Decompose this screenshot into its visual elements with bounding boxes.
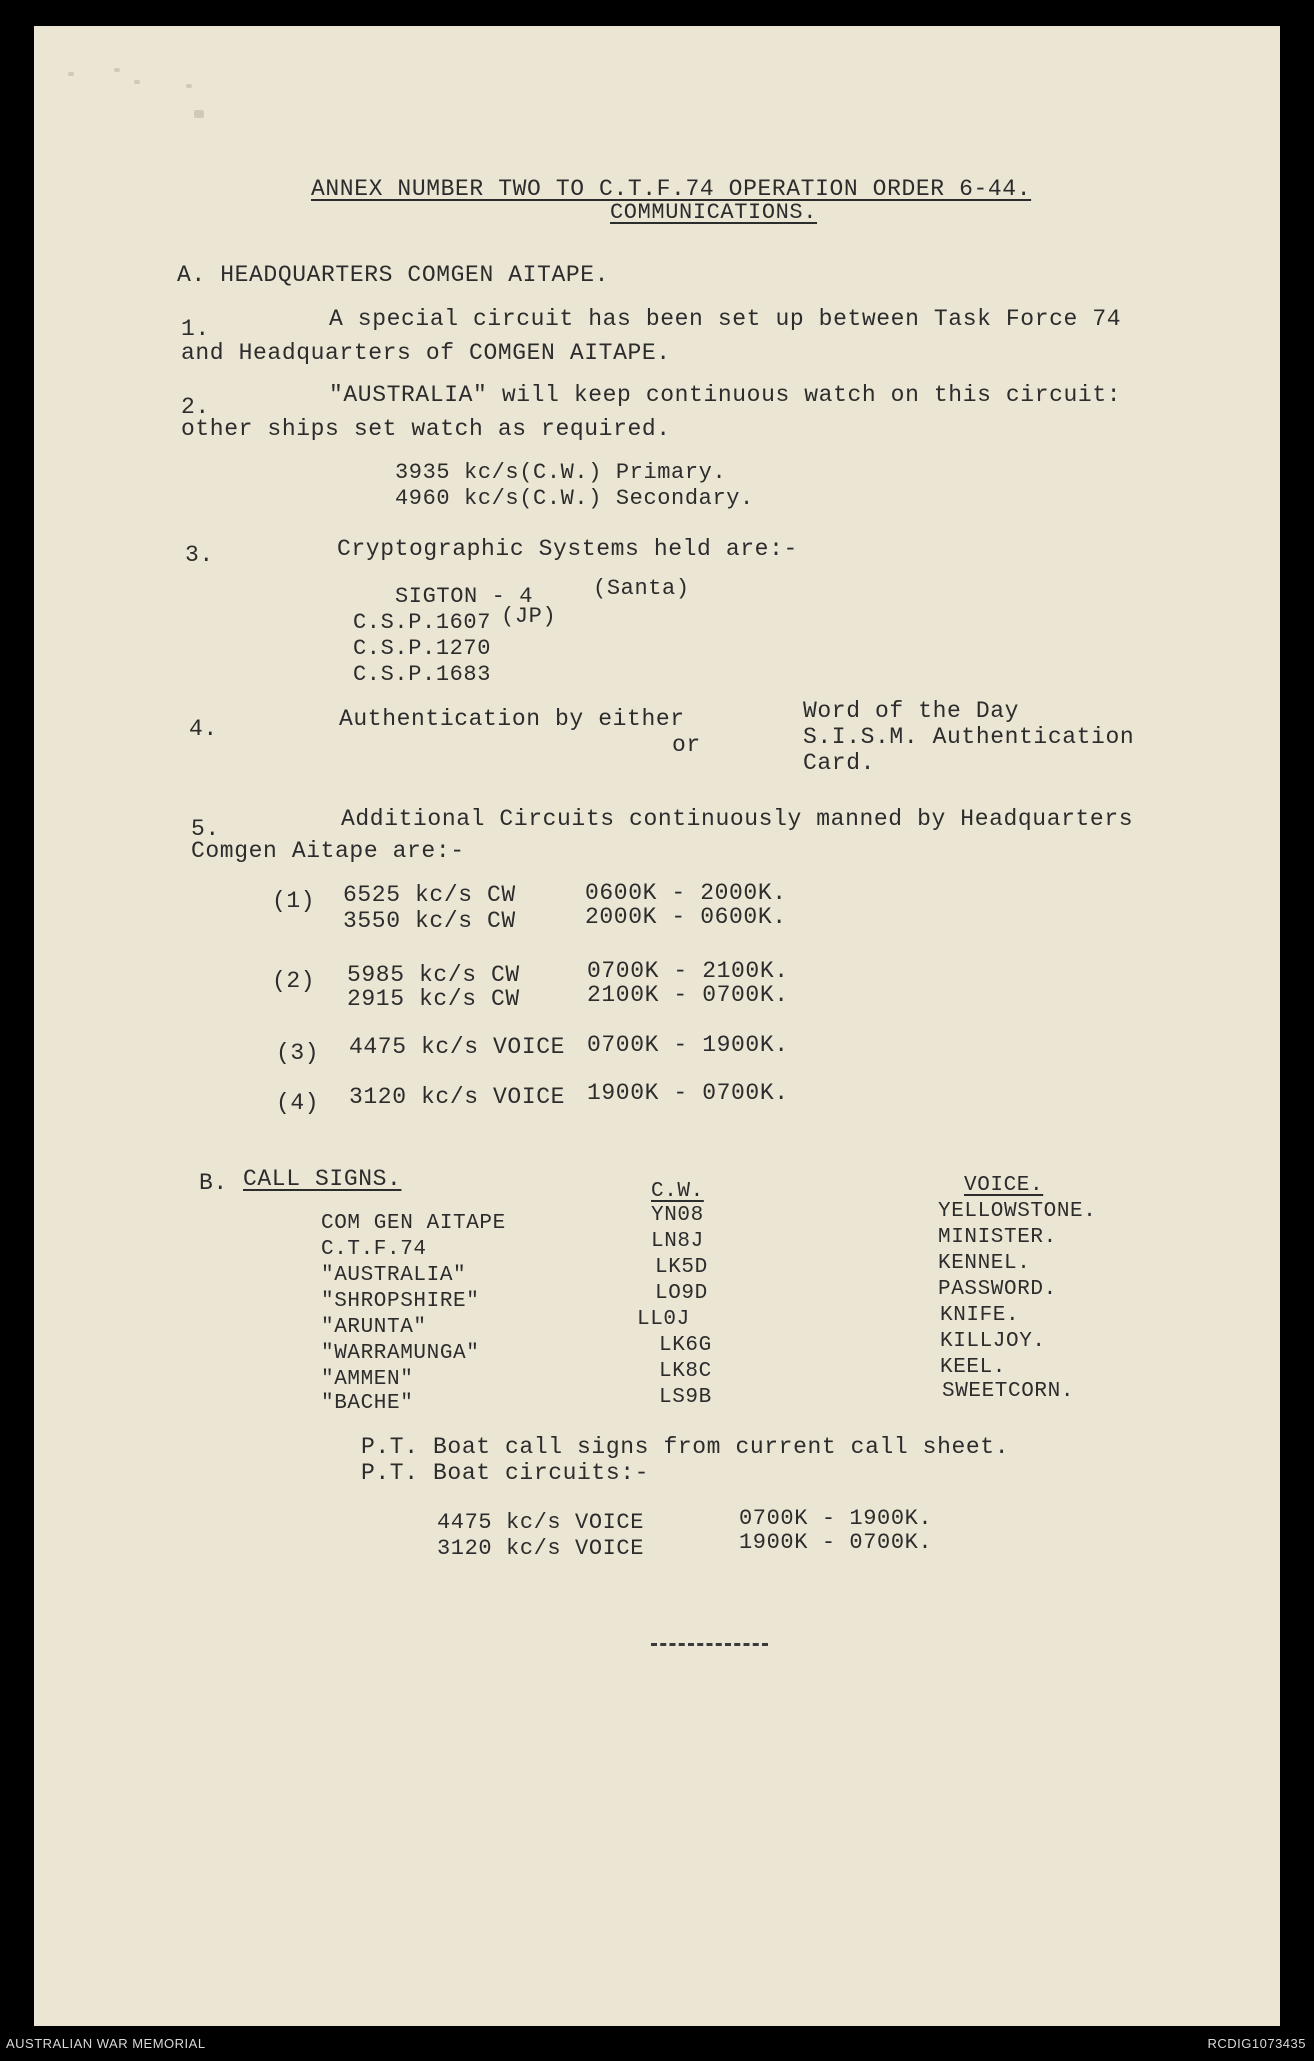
- call-sign-cw: LS9B: [659, 1386, 712, 1409]
- para5-line1: Additional Circuits continuously manned by Headquarters: [341, 806, 1134, 832]
- call-sign-cw: LK5D: [655, 1256, 708, 1279]
- para3-text: Cryptographic Systems held are:-: [337, 536, 798, 562]
- crypto-note: (JP): [501, 604, 557, 629]
- pt-circuit-time: 1900K - 0700K.: [739, 1530, 933, 1555]
- crypto-system-4: C.S.P.1683: [353, 662, 492, 687]
- call-sign-cw: LL0J: [637, 1308, 690, 1331]
- call-sign-voice: KNIFE.: [940, 1304, 1020, 1327]
- circuit-frequency: 5985 kc/s CW: [347, 962, 520, 988]
- circuit-frequency: 2915 kc/s CW: [347, 986, 520, 1012]
- para2-number: 2.: [181, 394, 210, 420]
- para5-number: 5.: [191, 816, 220, 842]
- crypto-note: (Santa): [593, 576, 690, 601]
- para3-number: 3.: [185, 542, 214, 568]
- call-sign-cw: LK8C: [659, 1360, 712, 1383]
- call-sign-name: "AUSTRALIA": [321, 1264, 467, 1287]
- call-sign-name: COM GEN AITAPE: [321, 1212, 506, 1235]
- auth-option-sism-line1: S.I.S.M. Authentication: [803, 724, 1135, 750]
- secondary-frequency: 4960 kc/s(C.W.) Secondary.: [395, 486, 754, 511]
- crypto-system-2: [353, 604, 557, 635]
- document-subtitle: COMMUNICATIONS.: [610, 200, 818, 225]
- para4-text: Authentication by either: [339, 706, 685, 732]
- pt-circuit-frequency: 4475 kc/s VOICE: [437, 1510, 645, 1535]
- call-sign-name: C.T.F.74: [321, 1238, 427, 1261]
- footer-record-id: RCDIG1073435: [1207, 2036, 1306, 2051]
- call-sign-name: "ARUNTA": [321, 1316, 427, 1339]
- pt-boat-call-signs: P.T. Boat call signs from current call sheet.: [361, 1434, 1010, 1460]
- section-b-label: B.: [199, 1170, 228, 1196]
- pt-circuit-frequency: 3120 kc/s VOICE: [437, 1536, 645, 1561]
- circuit-time: 2100K - 0700K.: [587, 982, 789, 1008]
- crypto-label: C.S.P.1607: [353, 610, 492, 635]
- para2-line1: "AUSTRALIA" will keep continuous watch on this circuit:: [329, 382, 1122, 408]
- primary-frequency: 3935 kc/s(C.W.) Primary.: [395, 460, 727, 485]
- call-sign-voice: MINISTER.: [938, 1226, 1057, 1249]
- para4-or: or: [672, 732, 701, 758]
- call-sign-name: "SHROPSHIRE": [321, 1290, 480, 1313]
- voice-column-header: VOICE.: [964, 1174, 1044, 1197]
- circuit-frequency: 3120 kc/s VOICE: [349, 1084, 566, 1110]
- crypto-system-3: C.S.P.1270: [353, 636, 492, 661]
- para2-line2: other ships set watch as required.: [181, 416, 671, 442]
- call-sign-cw: LO9D: [655, 1282, 708, 1305]
- section-a-heading: [177, 262, 609, 288]
- para1-line2: and Headquarters of COMGEN AITAPE.: [181, 340, 671, 366]
- circuit-frequency: 3550 kc/s CW: [343, 908, 516, 934]
- cw-column-header: C.W.: [651, 1180, 704, 1203]
- circuit-number: (4): [276, 1090, 320, 1116]
- pt-boat-circuits-label: P.T. Boat circuits:-: [361, 1460, 650, 1486]
- call-sign-cw: LK6G: [659, 1334, 712, 1357]
- call-sign-voice: KEEL.: [940, 1356, 1007, 1379]
- call-sign-voice: KILLJOY.: [940, 1330, 1046, 1353]
- footer-source: AUSTRALIAN WAR MEMORIAL: [6, 2036, 206, 2051]
- circuit-time: 1900K - 0700K.: [587, 1080, 789, 1106]
- circuit-time: 0700K - 2100K.: [587, 958, 789, 984]
- circuit-number: (2): [272, 968, 316, 994]
- pt-circuit-time: 0700K - 1900K.: [739, 1506, 933, 1531]
- circuit-number: (3): [276, 1040, 320, 1066]
- call-sign-voice: KENNEL.: [938, 1252, 1031, 1275]
- call-sign-cw: YN08: [651, 1204, 704, 1227]
- para1-line1: A special circuit has been set up between Task Force 74: [329, 306, 1122, 332]
- auth-option-sism-line2: Card.: [803, 750, 876, 776]
- call-sign-voice: PASSWORD.: [938, 1278, 1057, 1301]
- call-sign-name: "BACHE": [321, 1392, 414, 1415]
- section-b-heading: CALL SIGNS.: [243, 1166, 402, 1192]
- end-divider: [651, 1643, 768, 1646]
- para5-line2: Comgen Aitape are:-: [191, 838, 465, 864]
- call-sign-voice: YELLOWSTONE.: [938, 1200, 1097, 1223]
- circuit-frequency: 4475 kc/s VOICE: [349, 1034, 566, 1060]
- section-a-heading-text: A. HEADQUARTERS COMGEN AITAPE.: [177, 262, 610, 288]
- circuit-frequency: 6525 kc/s CW: [343, 882, 516, 908]
- circuit-time: 0600K - 2000K.: [585, 880, 787, 906]
- document-title: ANNEX NUMBER TWO TO C.T.F.74 OPERATION ORDER 6-44.: [311, 176, 1032, 202]
- circuit-number: (1): [272, 888, 316, 914]
- circuit-time: 0700K - 1900K.: [587, 1032, 789, 1058]
- para4-number: 4.: [189, 716, 218, 742]
- call-sign-cw: LN8J: [651, 1230, 704, 1253]
- para1-number: 1.: [181, 316, 210, 342]
- auth-option-word-of-day: Word of the Day: [803, 698, 1020, 724]
- call-sign-voice: SWEETCORN.: [942, 1380, 1075, 1403]
- crypto-label: SIGTON - 4: [395, 584, 534, 609]
- call-sign-name: "AMMEN": [321, 1368, 414, 1391]
- circuit-time: 2000K - 0600K.: [585, 904, 787, 930]
- call-sign-name: "WARRAMUNGA": [321, 1342, 480, 1365]
